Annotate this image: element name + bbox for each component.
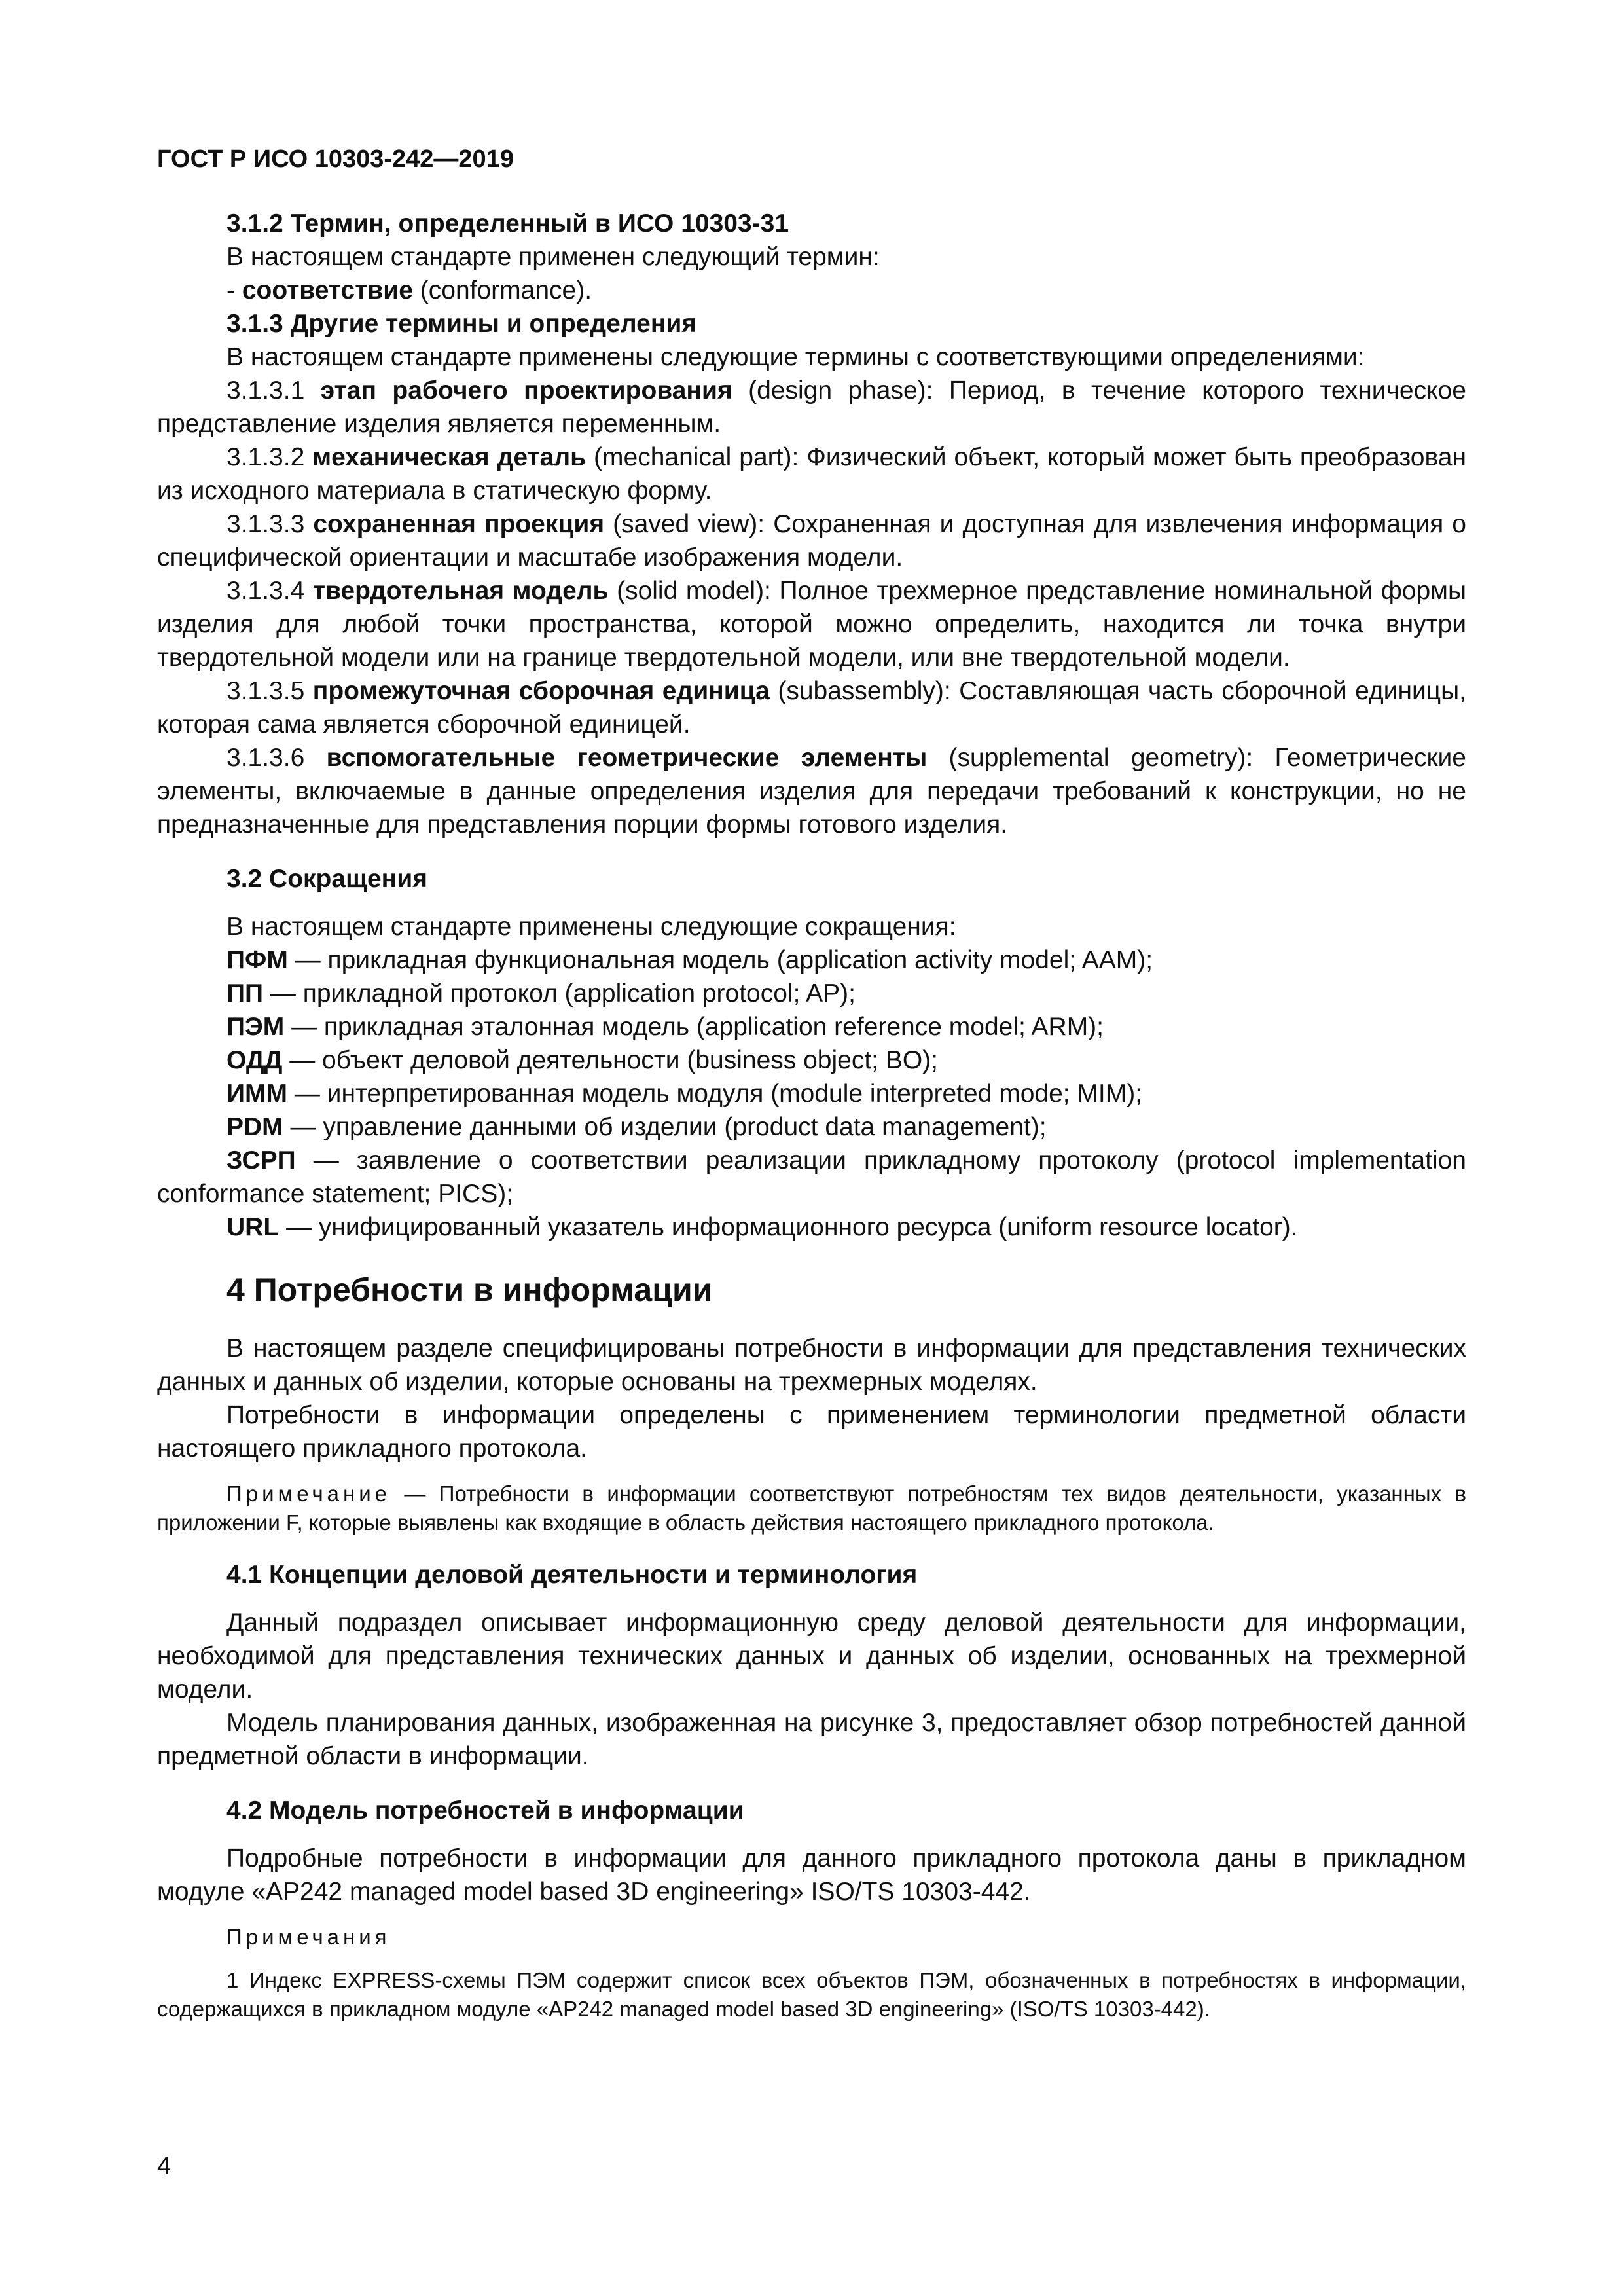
term-solid-model (157, 574, 1466, 674)
term-conformance (157, 274, 1466, 307)
abbreviation: URL (226, 1213, 280, 1241)
term-name: сохраненная проекция (313, 510, 605, 538)
term-definition: (subassembly): Составляющая часть сборочной единицы, которая сама является сборочной единицей. (157, 677, 1466, 738)
abbreviation: ИММ (226, 1080, 288, 1108)
term-number: 3.1.3.2 (226, 443, 313, 471)
abbreviation-item (157, 1010, 1466, 1044)
abbreviation: ЗСРП (226, 1146, 296, 1175)
abbreviation-item (157, 1144, 1466, 1211)
abbreviation-item (157, 1044, 1466, 1077)
abbreviation: ПП (226, 979, 264, 1008)
document-id-header: ГОСТ Р ИСО 10303-242—2019 (157, 145, 514, 173)
abbreviation-meaning: — прикладная эталонная модель (application reference model; ARM); (284, 1013, 1104, 1041)
section-4-1-paragraph-2: Модель планирования данных, изображенная на рисунке 3, предоставляет обзор потребностей данной предметной области в информации. (157, 1709, 1466, 1770)
section-4-1-paragraph-1: Данный подраздел описывает информационную среду деловой деятельности для информации, необходимой для представления технических данных и данных об изделии, основанных на трехмерной модели. (157, 1609, 1466, 1704)
section-4-note (157, 1480, 1466, 1537)
term-number: 3.1.3.6 (226, 744, 327, 772)
term-definition: (supplemental geometry): Геометрические элементы, включаемые в данные определения изделия для передачи требований к конструкции, но не предназначенные для представления порции формы готового изделия. (157, 744, 1466, 839)
section-4-2-paragraph-1: Подробные потребности в информации для данного прикладного протокола даны в прикладном модуле «AP242 managed model based 3D engineering» ISO/TS 10303-442. (157, 1844, 1466, 1906)
term-number: 3.1.3.1 (226, 376, 321, 405)
abbreviation-meaning: — унифицированный указатель информационного ресурса (uniform resource locator). (279, 1213, 1298, 1241)
abbreviation-item (157, 1211, 1466, 1244)
section-4-1-title: 4.1 Концепции деловой деятельности и терминология (226, 1561, 918, 1589)
abbreviation-meaning: — заявление о соответствии реализации прикладному протоколу (protocol implementation conformance statement; PICS); (157, 1146, 1466, 1208)
abbreviation-meaning: — интерпретированная модель модуля (module interpreted mode; MIM); (287, 1080, 1143, 1108)
page-number: 4 (157, 2153, 171, 2180)
section-4-title: 4 Потребности в информации (226, 1271, 713, 1308)
abbreviation-meaning: — объект деловой деятельности (business object; BO); (282, 1046, 939, 1074)
section-4-2-note-1: 1 Индекс EXPRESS-схемы ПЭМ содержит список всех объектов ПЭМ, обозначенных в потребностях в информации, содержащихся в прикладном модуле «AP242 managed model based 3D engineering» (ISO/TS 10303-442). (157, 1968, 1466, 2021)
section-3-2-intro: В настоящем стандарте применены следующие сокращения: (226, 913, 956, 941)
term-mechanical-part (157, 441, 1466, 507)
term-saved-view (157, 507, 1466, 574)
document-page (157, 144, 1466, 2024)
term-definition: (mechanical part): Физический объект, который может быть преобразован из исходного материала в статическую форму. (157, 443, 1467, 505)
term-definition: (solid model): Полное трехмерное представление номинальной формы изделия для любой точки пространства, которой можно определить, находится ли точка внутри твердотельной модели или на границе твердотельной модели, или вне твердотельной модели. (157, 577, 1467, 672)
term-supplemental-geometry (157, 741, 1466, 841)
section-4-paragraph-1: В настоящем разделе специфицированы потребности в информации для представления технических данных и данных об изделии, которые основаны на трехмерных моделях. (157, 1334, 1466, 1396)
term-name: этап рабочего проектирования (320, 376, 732, 405)
term-name: промежуточная сборочная единица (312, 677, 770, 705)
abbreviation: ПФМ (226, 946, 288, 974)
notes-heading: Примечания (226, 1925, 391, 1949)
abbreviation: ПЭМ (226, 1013, 285, 1041)
term-name: механическая деталь (312, 443, 586, 471)
term-name: твердотельная модель (312, 577, 609, 605)
term-prefix: - (226, 276, 242, 304)
abbreviation-meaning: — прикладная функциональная модель (application activity model; AAM); (287, 946, 1153, 974)
section-3-1-3-intro: В настоящем стандарте применены следующие термины с соответствующими определениями: (226, 343, 1365, 371)
term-design-phase (157, 374, 1466, 441)
section-4-2-title: 4.2 Модель потребностей в информации (226, 1796, 744, 1825)
term-definition: (saved view): Сохраненная и доступная для извлечения информация о специфической ориентации и масштабе изображения модели. (157, 510, 1466, 572)
term-number: 3.1.3.5 (226, 677, 313, 705)
abbreviation: ОДД (226, 1046, 283, 1074)
term-definition: (conformance). (412, 276, 592, 304)
note-label: Примечание (226, 1482, 391, 1506)
abbreviation-meaning: — прикладной протокол (application protocol; AP); (263, 979, 856, 1008)
term-name: вспомогательные геометрические элементы (326, 744, 928, 772)
section-3-1-2-intro: В настоящем стандарте применен следующий термин: (226, 243, 880, 271)
section-4-paragraph-2: Потребности в информации определены с применением терминологии предметной области настоящего прикладного протокола. (157, 1401, 1466, 1463)
term-name: соответствие (242, 276, 413, 304)
term-number: 3.1.3.3 (226, 510, 314, 538)
abbreviation-item (157, 1077, 1466, 1110)
abbreviation-item (157, 943, 1466, 977)
abbreviation: PDM (226, 1113, 283, 1141)
section-3-1-3-title: 3.1.3 Другие термины и определения (226, 310, 697, 338)
section-3-2-title: 3.2 Сокращения (226, 865, 427, 893)
notes-label (157, 1923, 1466, 1952)
term-number: 3.1.3.4 (226, 577, 313, 605)
abbreviation-item (157, 1110, 1466, 1144)
section-3-1-2-title: 3.1.2 Термин, определенный в ИСО 10303-31 (226, 210, 789, 238)
note-text: — Потребности в информации соответствуют потребностям тех видов деятельности, указанных в приложении F, которые выявлены как входящие в область действия настоящего прикладного протокола. (157, 1482, 1466, 1535)
term-subassembly (157, 674, 1466, 741)
abbreviation-item (157, 977, 1466, 1010)
term-definition: (design phase): Период, в течение которого техническое представление изделия является переменным. (157, 376, 1466, 438)
abbreviation-meaning: — управление данными об изделии (product data management); (283, 1113, 1047, 1141)
